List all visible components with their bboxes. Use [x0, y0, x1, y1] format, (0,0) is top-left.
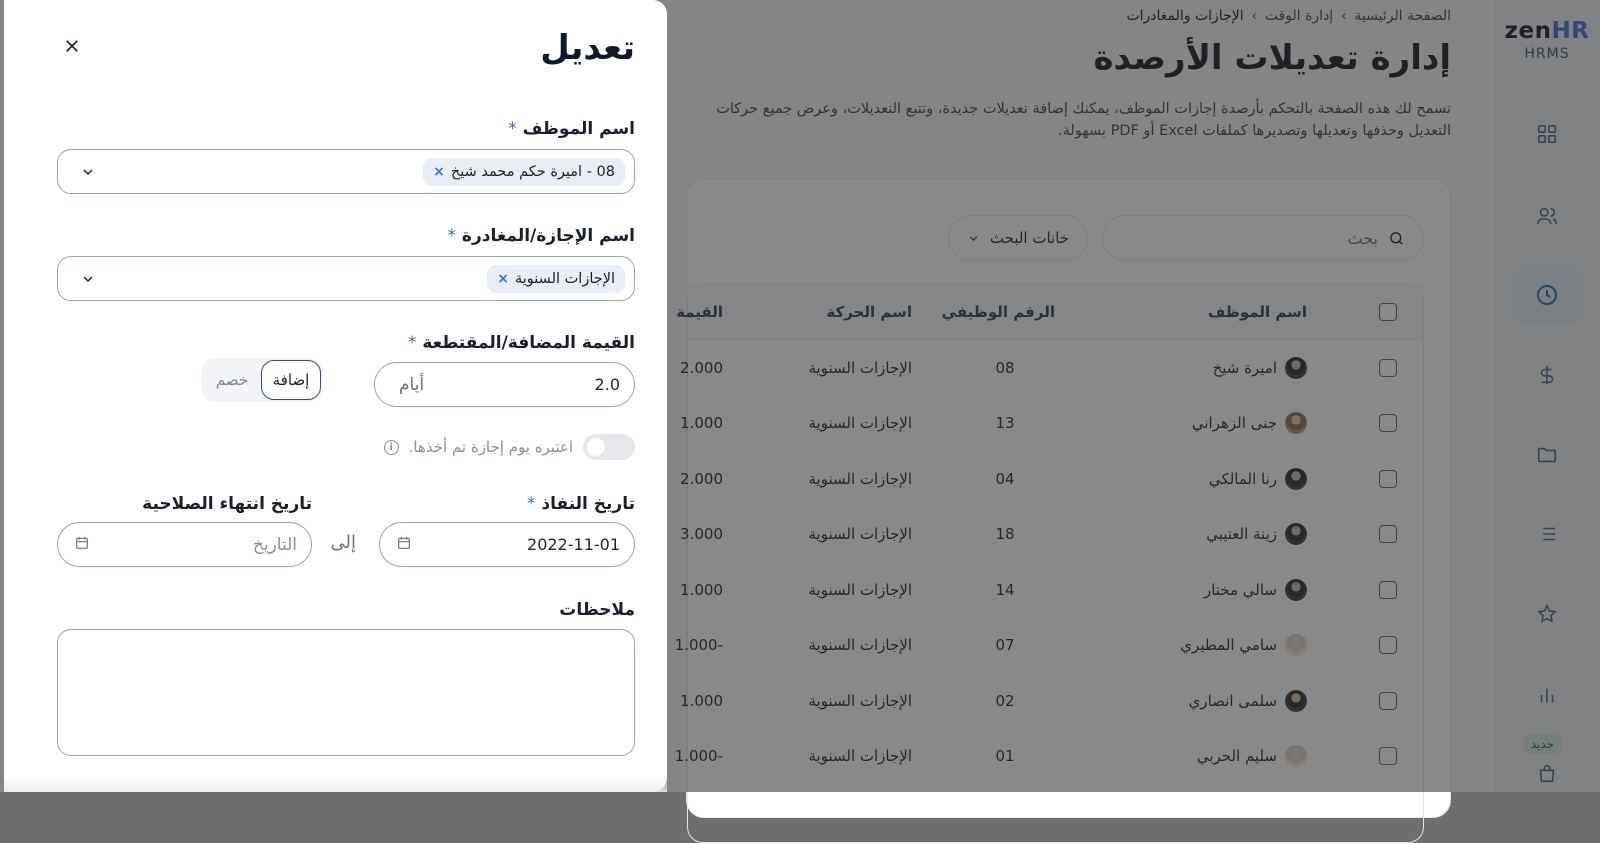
expiry-date-label: تاريخ انتهاء الصلاحية: [142, 494, 312, 514]
leave-tag-label: الإجازات السنوية: [514, 271, 615, 287]
leave-taken-row: [384, 434, 635, 460]
amount-unit: أيام: [399, 374, 425, 395]
edit-drawer: [4, 0, 667, 792]
add-option[interactable]: إضافة: [261, 360, 321, 400]
required-mark: *: [526, 494, 536, 514]
close-icon: [63, 37, 81, 55]
leave-label: [445, 226, 635, 246]
effective-date-label-text: تاريخ النفاذ: [541, 494, 635, 514]
required-mark: *: [447, 226, 456, 246]
required-mark: *: [407, 333, 417, 353]
employee-tag-label: 08 - اميرة حكم محمد شيخ: [450, 164, 615, 180]
amount-input[interactable]: [374, 362, 635, 407]
add-deduct-toggle: [201, 358, 323, 402]
employee-label-text: اسم الموظف: [522, 119, 635, 139]
required-mark: *: [508, 119, 517, 139]
expiry-date-input[interactable]: [57, 522, 312, 567]
effective-date-input[interactable]: [379, 522, 635, 567]
drawer-title: تعديل: [540, 28, 635, 68]
date-range-separator: إلى: [330, 532, 356, 553]
employee-label: [506, 119, 635, 139]
leave-label-text: اسم الإجازة/المغادرة: [461, 226, 635, 246]
drawer-bottom-fade: [4, 776, 667, 792]
remove-tag-icon[interactable]: ×: [497, 271, 509, 287]
leave-taken-label: اعتبره يوم إجازة تم أخذها.: [408, 438, 573, 456]
expiry-date-placeholder: التاريخ: [252, 534, 297, 555]
leave-select[interactable]: [57, 256, 635, 301]
remove-tag-icon[interactable]: ×: [433, 164, 445, 180]
effective-date-label: [525, 494, 635, 514]
chevron-down-icon[interactable]: [80, 271, 96, 287]
notes-textarea[interactable]: [57, 629, 635, 756]
info-icon[interactable]: i: [384, 440, 399, 455]
amount-label: [406, 333, 635, 353]
notes-label: ملاحظات: [559, 600, 635, 620]
deduct-option[interactable]: خصم: [215, 371, 249, 389]
employee-select[interactable]: [57, 149, 635, 194]
close-button[interactable]: [56, 30, 88, 62]
calendar-icon[interactable]: [396, 535, 412, 555]
employee-tag: [423, 158, 625, 186]
amount-label-text: القيمة المضافة/المقتطعة: [422, 333, 635, 353]
chevron-down-icon[interactable]: [80, 164, 96, 180]
leave-tag: [487, 265, 625, 293]
amount-value: 2.0: [594, 375, 620, 394]
effective-date-value: 2022-11-01: [527, 535, 620, 554]
leave-taken-switch[interactable]: [583, 434, 635, 460]
calendar-icon[interactable]: [74, 535, 90, 555]
